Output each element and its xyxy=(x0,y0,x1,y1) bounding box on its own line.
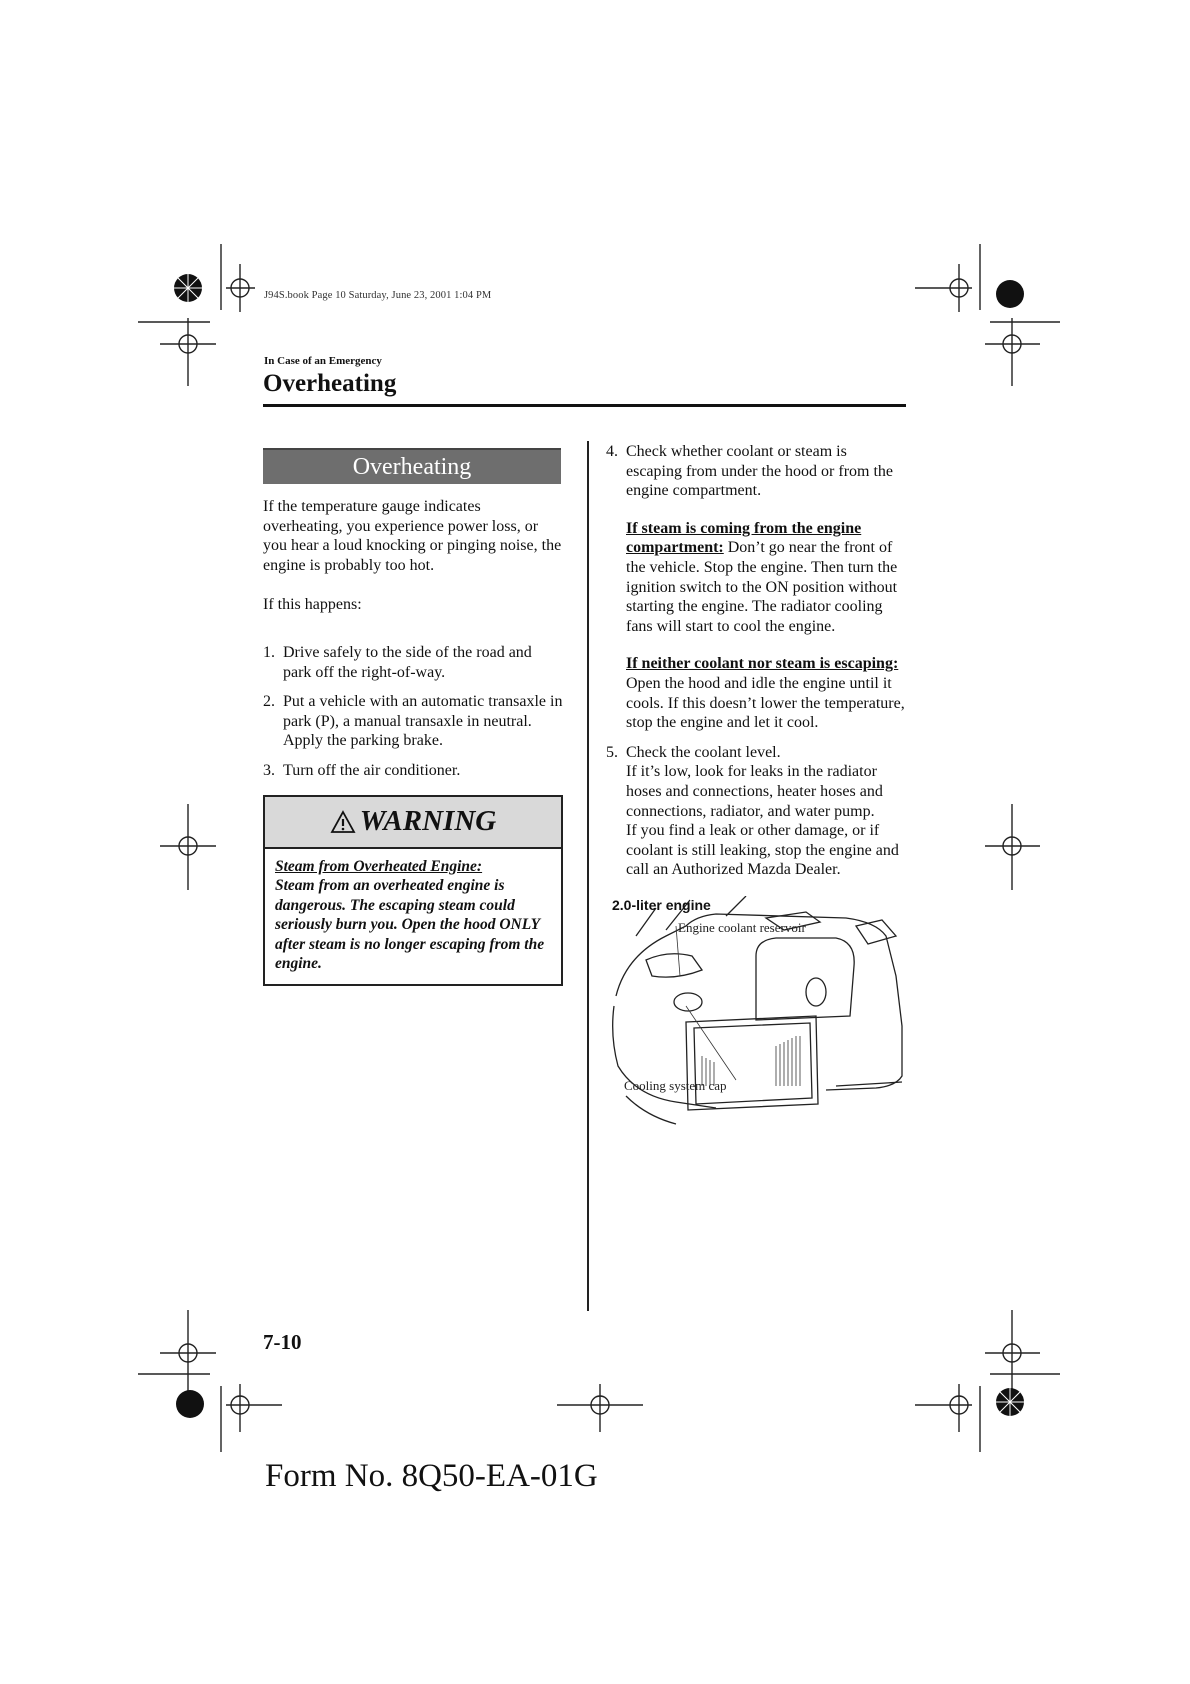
steam-text: Don’t go near the front of the vehicle. Stop the engine. Then turn the ignition switch to the ON position without starting the engine. The radiator cooling fans will start to cool the engine. xyxy=(626,539,898,635)
page-title: Overheating xyxy=(263,370,397,397)
warning-header xyxy=(265,797,561,849)
warning-triangle-icon xyxy=(330,810,356,834)
figure-label: 2.0-liter engine xyxy=(612,896,711,913)
form-number: Form No. 8Q50-EA-01G xyxy=(265,1458,598,1494)
steps-list xyxy=(263,643,563,781)
list-item: 5. Check the coolant level. If it’s low, look for leaks in the radiator hoses and connections, heater hoses and connections, radiator, and water pump. If you find a leak or other damage, or if coolant is still leaking, stop the engine and call an Authorized Mazda Dealer. xyxy=(606,743,899,879)
list-item: 4. Check whether coolant or steam is escaping from under the hood or from the engine compartment. If steam is coming from the engine compartment: Don’t go near the front of the vehicle. Stop the engine. Then turn the ignition switch to the ON position without starting the engine. The radiator cooling fans will start to cool the engine. If neither coolant nor steam is escaping: Open the hood and idle the engine until it cools. If this doesn’t lower the temperature, stop the engine and let it cool. xyxy=(606,443,905,732)
steam-heading: If steam is coming from the engine compartment: xyxy=(626,519,862,557)
print-header: J94S.book Page 10 Saturday, June 23, 2001 1:04 PM xyxy=(264,290,492,301)
warning-title: WARNING xyxy=(359,804,497,837)
neither-note xyxy=(626,654,906,732)
warning-subtitle: Steam from Overheated Engine: xyxy=(275,857,483,875)
section-label: In Case of an Emergency xyxy=(264,355,382,367)
callout-cooling-system-cap: Cooling system cap xyxy=(624,1077,727,1093)
warning-box xyxy=(263,795,563,986)
left-column xyxy=(263,448,563,986)
warning-text: Steam from an overheated engine is dangerous. The escaping steam could seriously burn you. Open the hood ONLY after steam is no longer escaping from the engine. xyxy=(275,877,545,973)
warning-body xyxy=(265,849,561,984)
engine-figure xyxy=(606,896,906,1132)
list-item: 1. Drive safely to the side of the road and park off the right-of-way. xyxy=(263,643,532,681)
neither-heading: If neither coolant nor steam is escaping: xyxy=(626,655,899,673)
page-number: 7-10 xyxy=(263,1330,302,1354)
callout-coolant-reservoir: Engine coolant reservoir xyxy=(678,919,806,935)
neither-text: Open the hood and idle the engine until it cools. If this doesn’t lower the temperature, stop the engine and let it cool. xyxy=(626,674,905,732)
list-item: 3. Turn off the air conditioner. xyxy=(263,761,461,779)
right-column xyxy=(606,442,906,1132)
column-divider xyxy=(587,441,589,1311)
section-box-title: Overheating xyxy=(263,448,561,484)
steam-note xyxy=(626,519,906,637)
title-rule xyxy=(263,404,906,407)
list-item: 2. Put a vehicle with an automatic transaxle in park (P), a manual transaxle in neutral. Apply the parking brake. xyxy=(263,693,563,750)
if-happens-text: If this happens: xyxy=(263,596,362,614)
intro-paragraph: If the temperature gauge indicates overheating, you experience power loss, or you hear a loud knocking or pinging noise, the engine is probably too hot. xyxy=(263,498,562,574)
